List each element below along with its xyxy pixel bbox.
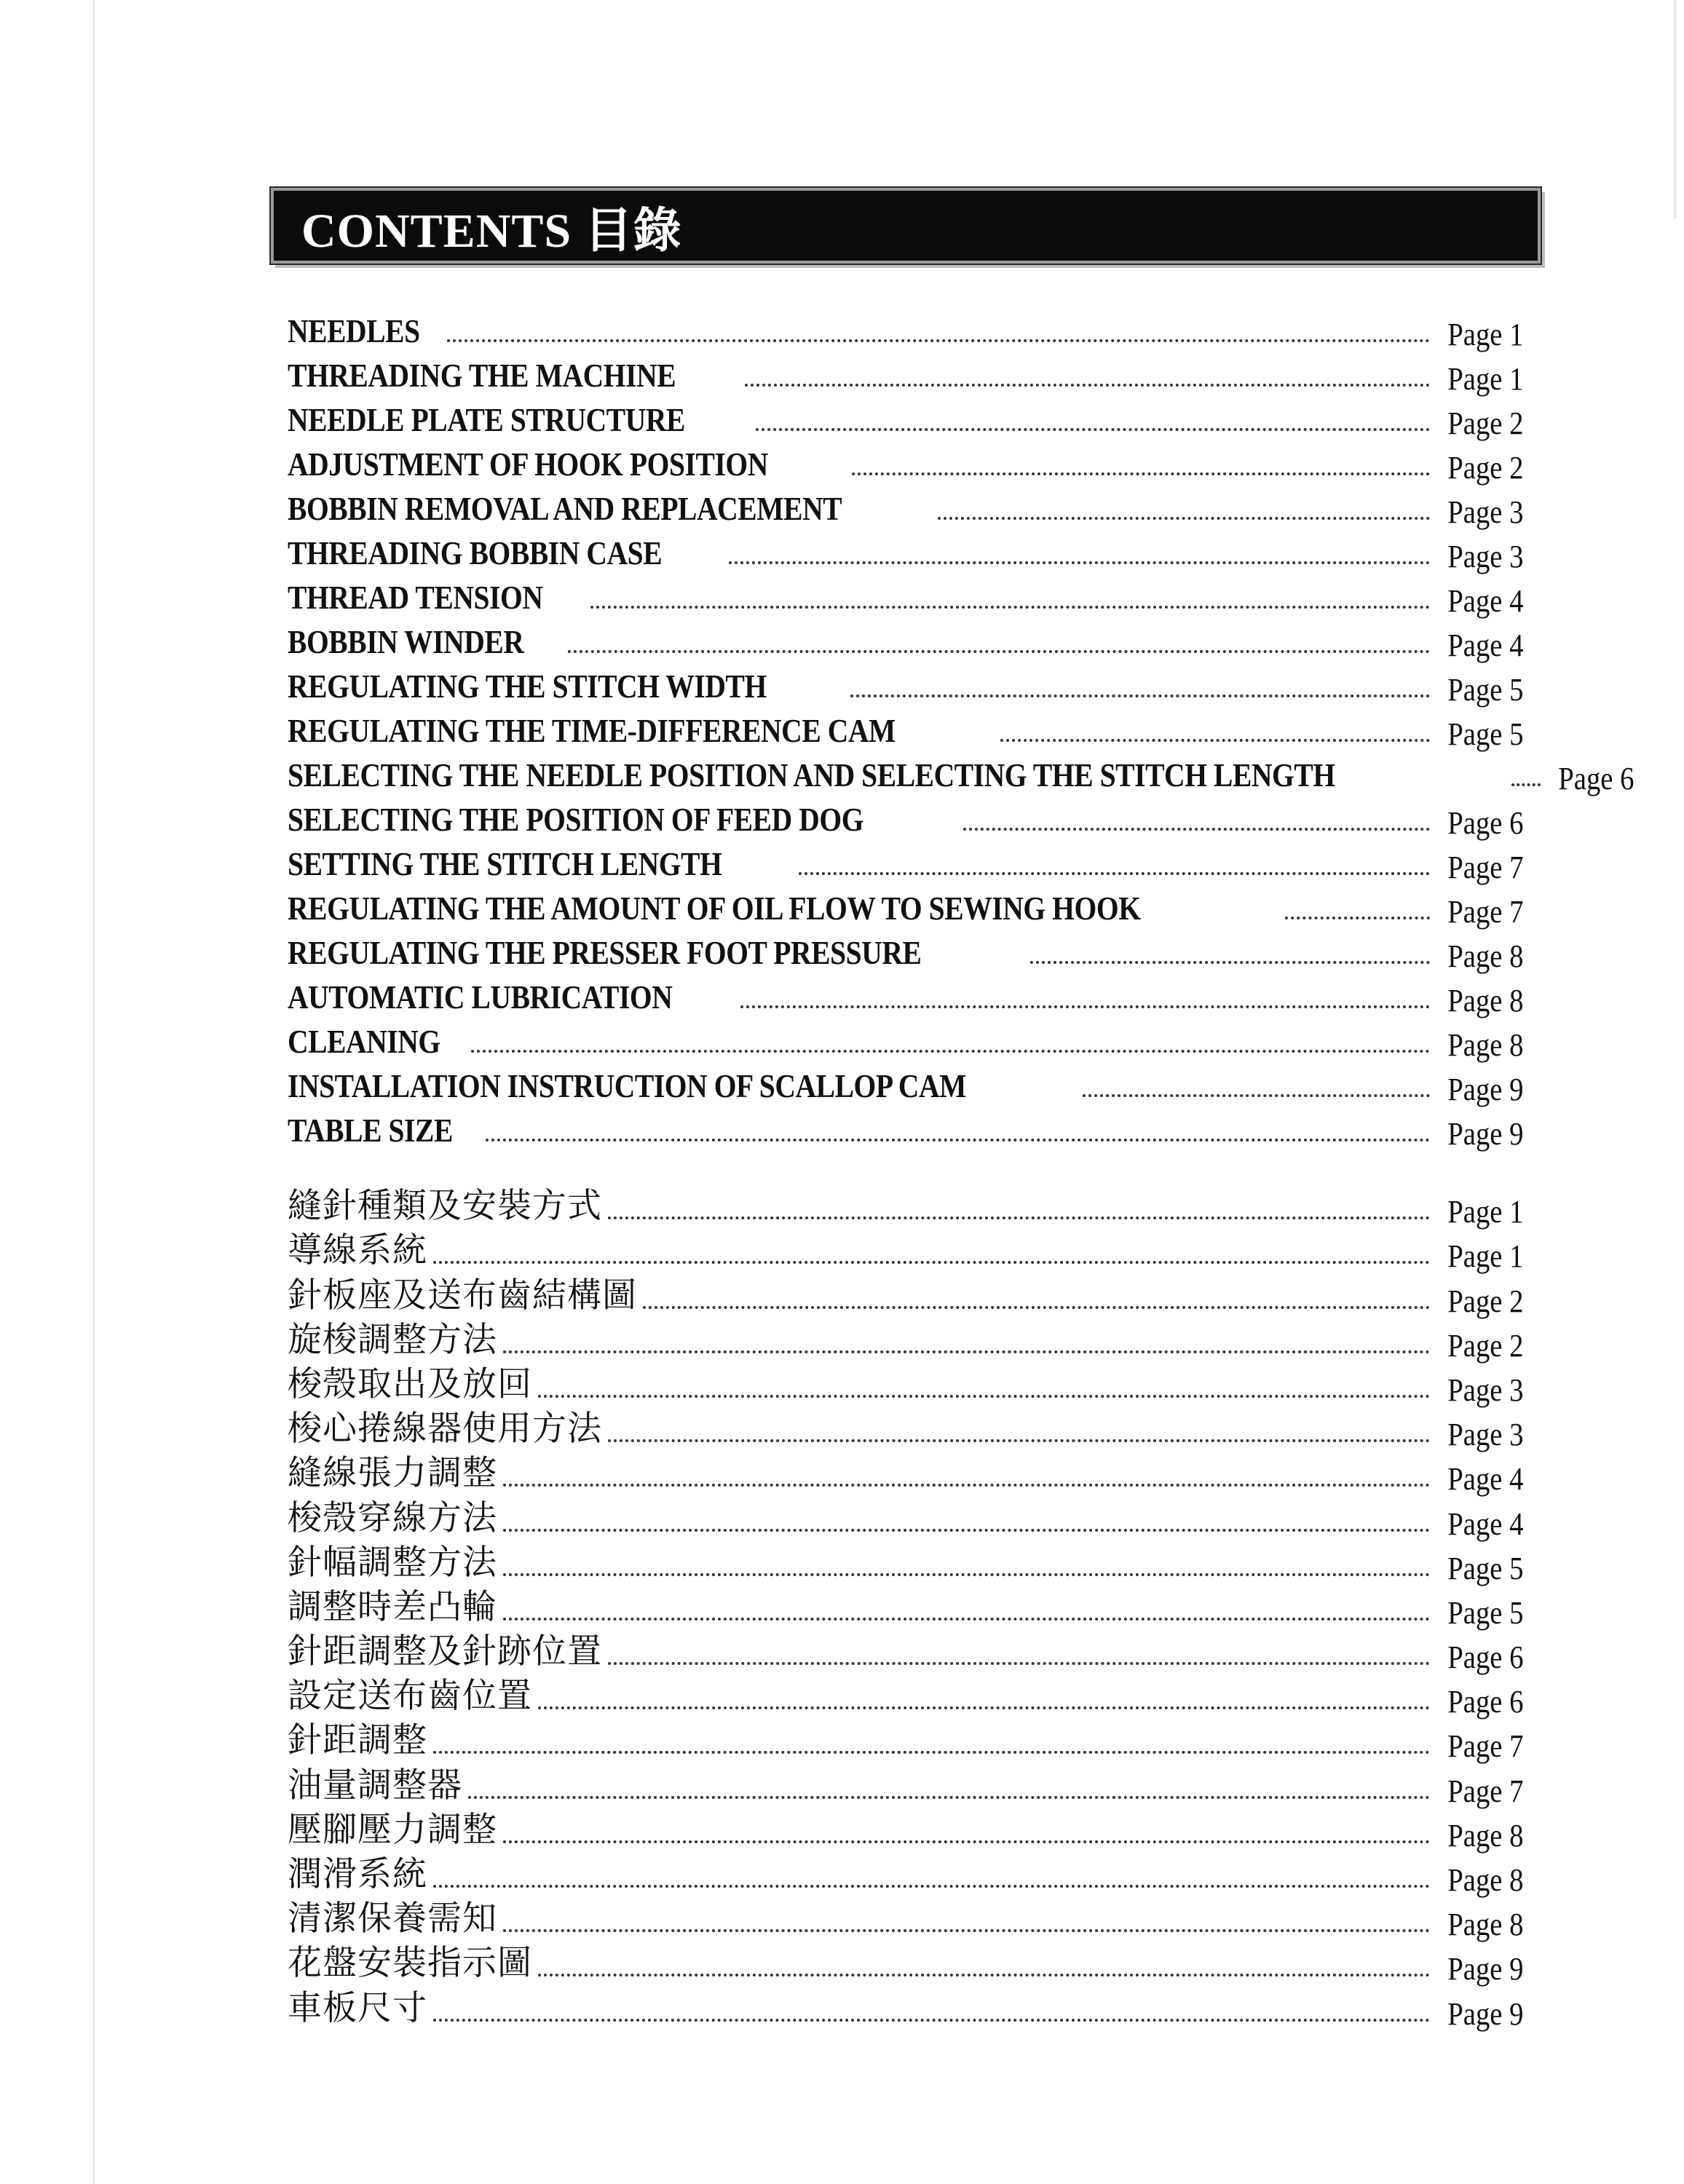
toc-entry-title: SELECTING THE POSITION OF FEED DOG [288,801,864,838]
dot-leader [468,1796,1430,1799]
toc-entry-title: 潤滑系統 [288,1854,427,1894]
toc-entry-title: 針幅調整方法 [288,1542,497,1583]
dot-leader [503,1350,1430,1353]
toc-chinese [288,1183,1524,2030]
toc-entry-page: Page 2 [1447,450,1524,486]
dot-leader [503,1929,1430,1932]
toc-entry-page: Page 3 [1447,539,1524,574]
dot-leader [852,472,1430,475]
toc-entry-title: NEEDLES [288,312,420,349]
dot-leader [503,1840,1430,1843]
toc-entry-title: TABLE SIZE [288,1112,453,1149]
toc-entry-title: CLEANING [288,1023,440,1060]
toc-row-zh[interactable] [288,1495,1524,1542]
toc-entry-page: Page 8 [1447,1907,1524,1943]
toc-row-en[interactable] [288,439,1524,486]
toc-entry-page: Page 6 [1558,761,1634,796]
toc-row-en[interactable] [288,1016,1524,1061]
toc-row-en[interactable] [288,883,1524,930]
toc-row-en[interactable] [288,1061,1524,1105]
dot-leader [729,561,1431,564]
toc-row-en[interactable] [288,972,1524,1016]
toc-entry-page: Page 7 [1447,1773,1524,1809]
toc-entry-title: 縫針種類及安裝方式 [288,1186,602,1227]
toc-entry-title: BOBBIN REMOVAL AND REPLACEMENT [288,490,842,527]
toc-row-zh[interactable] [288,1406,1524,1453]
toc-row-zh[interactable] [288,1629,1524,1676]
scan-edge-left [93,0,95,2184]
dot-leader [433,1261,1430,1264]
toc-row-en[interactable] [288,1105,1524,1150]
toc-row-zh[interactable] [288,1717,1524,1765]
toc-row-en[interactable] [288,794,1524,839]
toc-entry-title: REGULATING THE STITCH WIDTH [288,668,767,705]
toc-entry-title: 清潔保養需知 [288,1899,497,1939]
toc-entry-page: Page 2 [1447,405,1524,441]
toc-entry-page: Page 2 [1447,1327,1524,1364]
scan-edge-right [1674,0,1677,218]
dot-leader [1030,961,1430,964]
toc-entry-page: Page 5 [1447,1594,1524,1631]
toc-entry-page: Page 5 [1447,716,1524,752]
toc-row-zh[interactable] [288,1673,1524,1720]
toc-entry-page: Page 7 [1447,850,1524,885]
toc-entry-title: 設定送布齒位置 [288,1676,532,1717]
toc-entry-page: Page 3 [1447,1417,1524,1453]
toc-entry-page: Page 9 [1447,1951,1524,1987]
toc-entry-page: Page 2 [1447,1283,1524,1319]
toc-entry-title: 針板座及送布齒結構圖 [288,1275,637,1315]
dot-leader [740,1005,1430,1008]
toc-entry-title: THREADING BOBBIN CASE [288,534,663,571]
toc-row-zh[interactable] [288,1227,1524,1275]
toc-entry-title: THREADING THE MACHINE [288,357,676,394]
toc-row-en[interactable] [288,617,1524,661]
toc-entry-title: AUTOMATIC LUBRICATION [288,978,673,1016]
toc-row-en[interactable] [288,306,1524,350]
dot-leader [608,1662,1430,1665]
toc-entry-title: 梭心捲線器使用方法 [288,1409,602,1449]
toc-english [288,306,1634,1152]
toc-entry-title: NEEDLE PLATE STRUCTURE [288,401,685,438]
toc-entry-page: Page 3 [1447,1372,1524,1408]
toc-row-en[interactable] [288,483,1524,528]
toc-entry-title: 花盤安裝指示圖 [288,1943,532,1984]
toc-row-zh[interactable] [288,1361,1524,1406]
toc-entry-page: Page 7 [1447,894,1524,930]
toc-row-zh[interactable] [288,1540,1524,1584]
dot-leader [503,1618,1430,1621]
toc-entry-title: REGULATING THE PRESSER FOOT PRESSURE [288,934,922,971]
dot-leader [745,384,1431,387]
toc-row-en[interactable] [288,750,1634,796]
dot-leader [503,1484,1430,1487]
toc-entry-page: Page 8 [1447,1862,1524,1898]
toc-entry-page: Page 9 [1447,1072,1524,1107]
toc-entry-page: Page 4 [1447,628,1524,663]
dot-leader [503,1573,1430,1576]
toc-entry-title: 導線系統 [288,1230,427,1271]
toc-entry-title: 梭殼穿線方法 [288,1497,497,1538]
toc-entry-page: Page 6 [1447,1639,1524,1676]
toc-entry-page: Page 9 [1447,1995,1524,2032]
toc-entry-title: 調整時差凸輪 [288,1586,497,1627]
toc-row-en[interactable] [288,661,1524,708]
toc-entry-title: 針距調整及針跡位置 [288,1631,602,1672]
dot-leader [1000,739,1431,742]
toc-row-zh[interactable] [288,1183,1524,1230]
toc-entry-page: Page 8 [1447,938,1524,974]
dot-leader [590,606,1431,609]
toc-row-zh[interactable] [288,1272,1524,1319]
toc-entry-page: Page 8 [1447,983,1524,1018]
toc-entry-title: INSTALLATION INSTRUCTION OF SCALLOP CAM [288,1067,967,1104]
toc-row-en[interactable] [288,528,1524,572]
toc-entry-title: REGULATING THE TIME-DIFFERENCE CAM [288,712,896,749]
dot-leader [963,828,1431,831]
dot-leader [486,1139,1431,1142]
toc-entry-title: 縫線張力調整 [288,1453,497,1494]
toc-entry-title: ADJUSTMENT OF HOOK POSITION [288,446,768,483]
toc-entry-page: Page 4 [1447,1461,1524,1497]
dot-leader [538,1706,1430,1709]
toc-row-zh[interactable] [288,1851,1524,1896]
toc-row-en[interactable] [288,705,1524,750]
dot-leader [568,650,1430,653]
dot-leader [433,1885,1430,1888]
dot-leader [643,1306,1430,1309]
toc-entry-title: 油量調整器 [288,1765,462,1805]
dot-leader [433,1751,1430,1754]
toc-entry-title: 車板尺寸 [288,1987,427,2028]
toc-row-zh[interactable] [288,1317,1524,1364]
toc-row-zh[interactable] [288,1807,1524,1851]
toc-row-en[interactable] [288,927,1524,972]
dot-leader [1511,783,1541,786]
toc-entry-title: SETTING THE STITCH LENGTH [288,845,722,882]
dot-leader [608,1216,1430,1219]
toc-entry-page: Page 8 [1447,1027,1524,1063]
toc-entry-title: BOBBIN WINDER [288,623,524,660]
toc-row-zh[interactable] [288,1985,1524,2032]
toc-entry-title: 旋梭調整方法 [288,1319,497,1360]
dot-leader [503,1529,1430,1532]
toc-row-zh[interactable] [288,1896,1524,1943]
dot-leader [1083,1094,1431,1097]
toc-entry-page: Page 5 [1447,1550,1524,1586]
toc-entry-title: 壓腳壓力調整 [288,1809,497,1850]
dot-leader [433,2019,1430,2022]
dot-leader [538,1974,1430,1977]
toc-entry-page: Page 1 [1447,1194,1524,1230]
toc-row-zh[interactable] [288,1584,1524,1629]
toc-entry-page: Page 4 [1447,1506,1524,1542]
dot-leader [850,695,1431,697]
toc-entry-title: THREAD TENSION [288,579,543,616]
dot-leader [1285,917,1430,919]
toc-row-zh[interactable] [288,1940,1524,1985]
toc-entry-title: REGULATING THE AMOUNT OF OIL FLOW TO SEWING HOOK [288,890,1141,927]
dot-leader [608,1439,1430,1442]
toc-entry-title: 梭殼取出及放回 [288,1364,532,1404]
dot-leader [799,872,1431,875]
toc-entry-page: Page 6 [1447,805,1524,841]
toc-entry-page: Page 4 [1447,583,1524,619]
toc-row-en[interactable] [288,395,1524,439]
toc-entry-page: Page 1 [1447,1238,1524,1275]
toc-entry-page: Page 7 [1447,1728,1524,1765]
toc-entry-page: Page 9 [1447,1116,1524,1152]
toc-entry-page: Page 1 [1447,361,1524,397]
dot-leader [447,339,1430,342]
dot-leader [938,517,1430,520]
toc-row-zh[interactable] [288,1762,1524,1809]
toc-entry-page: Page 8 [1447,1817,1524,1853]
toc-row-en[interactable] [288,839,1524,883]
toc-entry-page: Page 1 [1447,317,1524,352]
contents-header-bar [271,188,1541,264]
dot-leader [538,1395,1430,1398]
dot-leader [471,1050,1431,1053]
page-title: CONTENTS 目錄 [301,204,682,258]
toc-entry-title: SELECTING THE NEEDLE POSITION AND SELECTING THE STITCH LENGTH [288,756,1335,794]
toc-row-zh[interactable] [288,1450,1524,1495]
toc-row-en[interactable] [288,350,1524,395]
toc-entry-page: Page 5 [1447,672,1524,708]
toc-entry-page: Page 6 [1447,1684,1524,1720]
toc-entry-page: Page 3 [1447,494,1524,530]
toc-entry-title: 針距調整 [288,1720,427,1761]
toc-row-en[interactable] [288,572,1524,617]
dot-leader [756,428,1431,431]
